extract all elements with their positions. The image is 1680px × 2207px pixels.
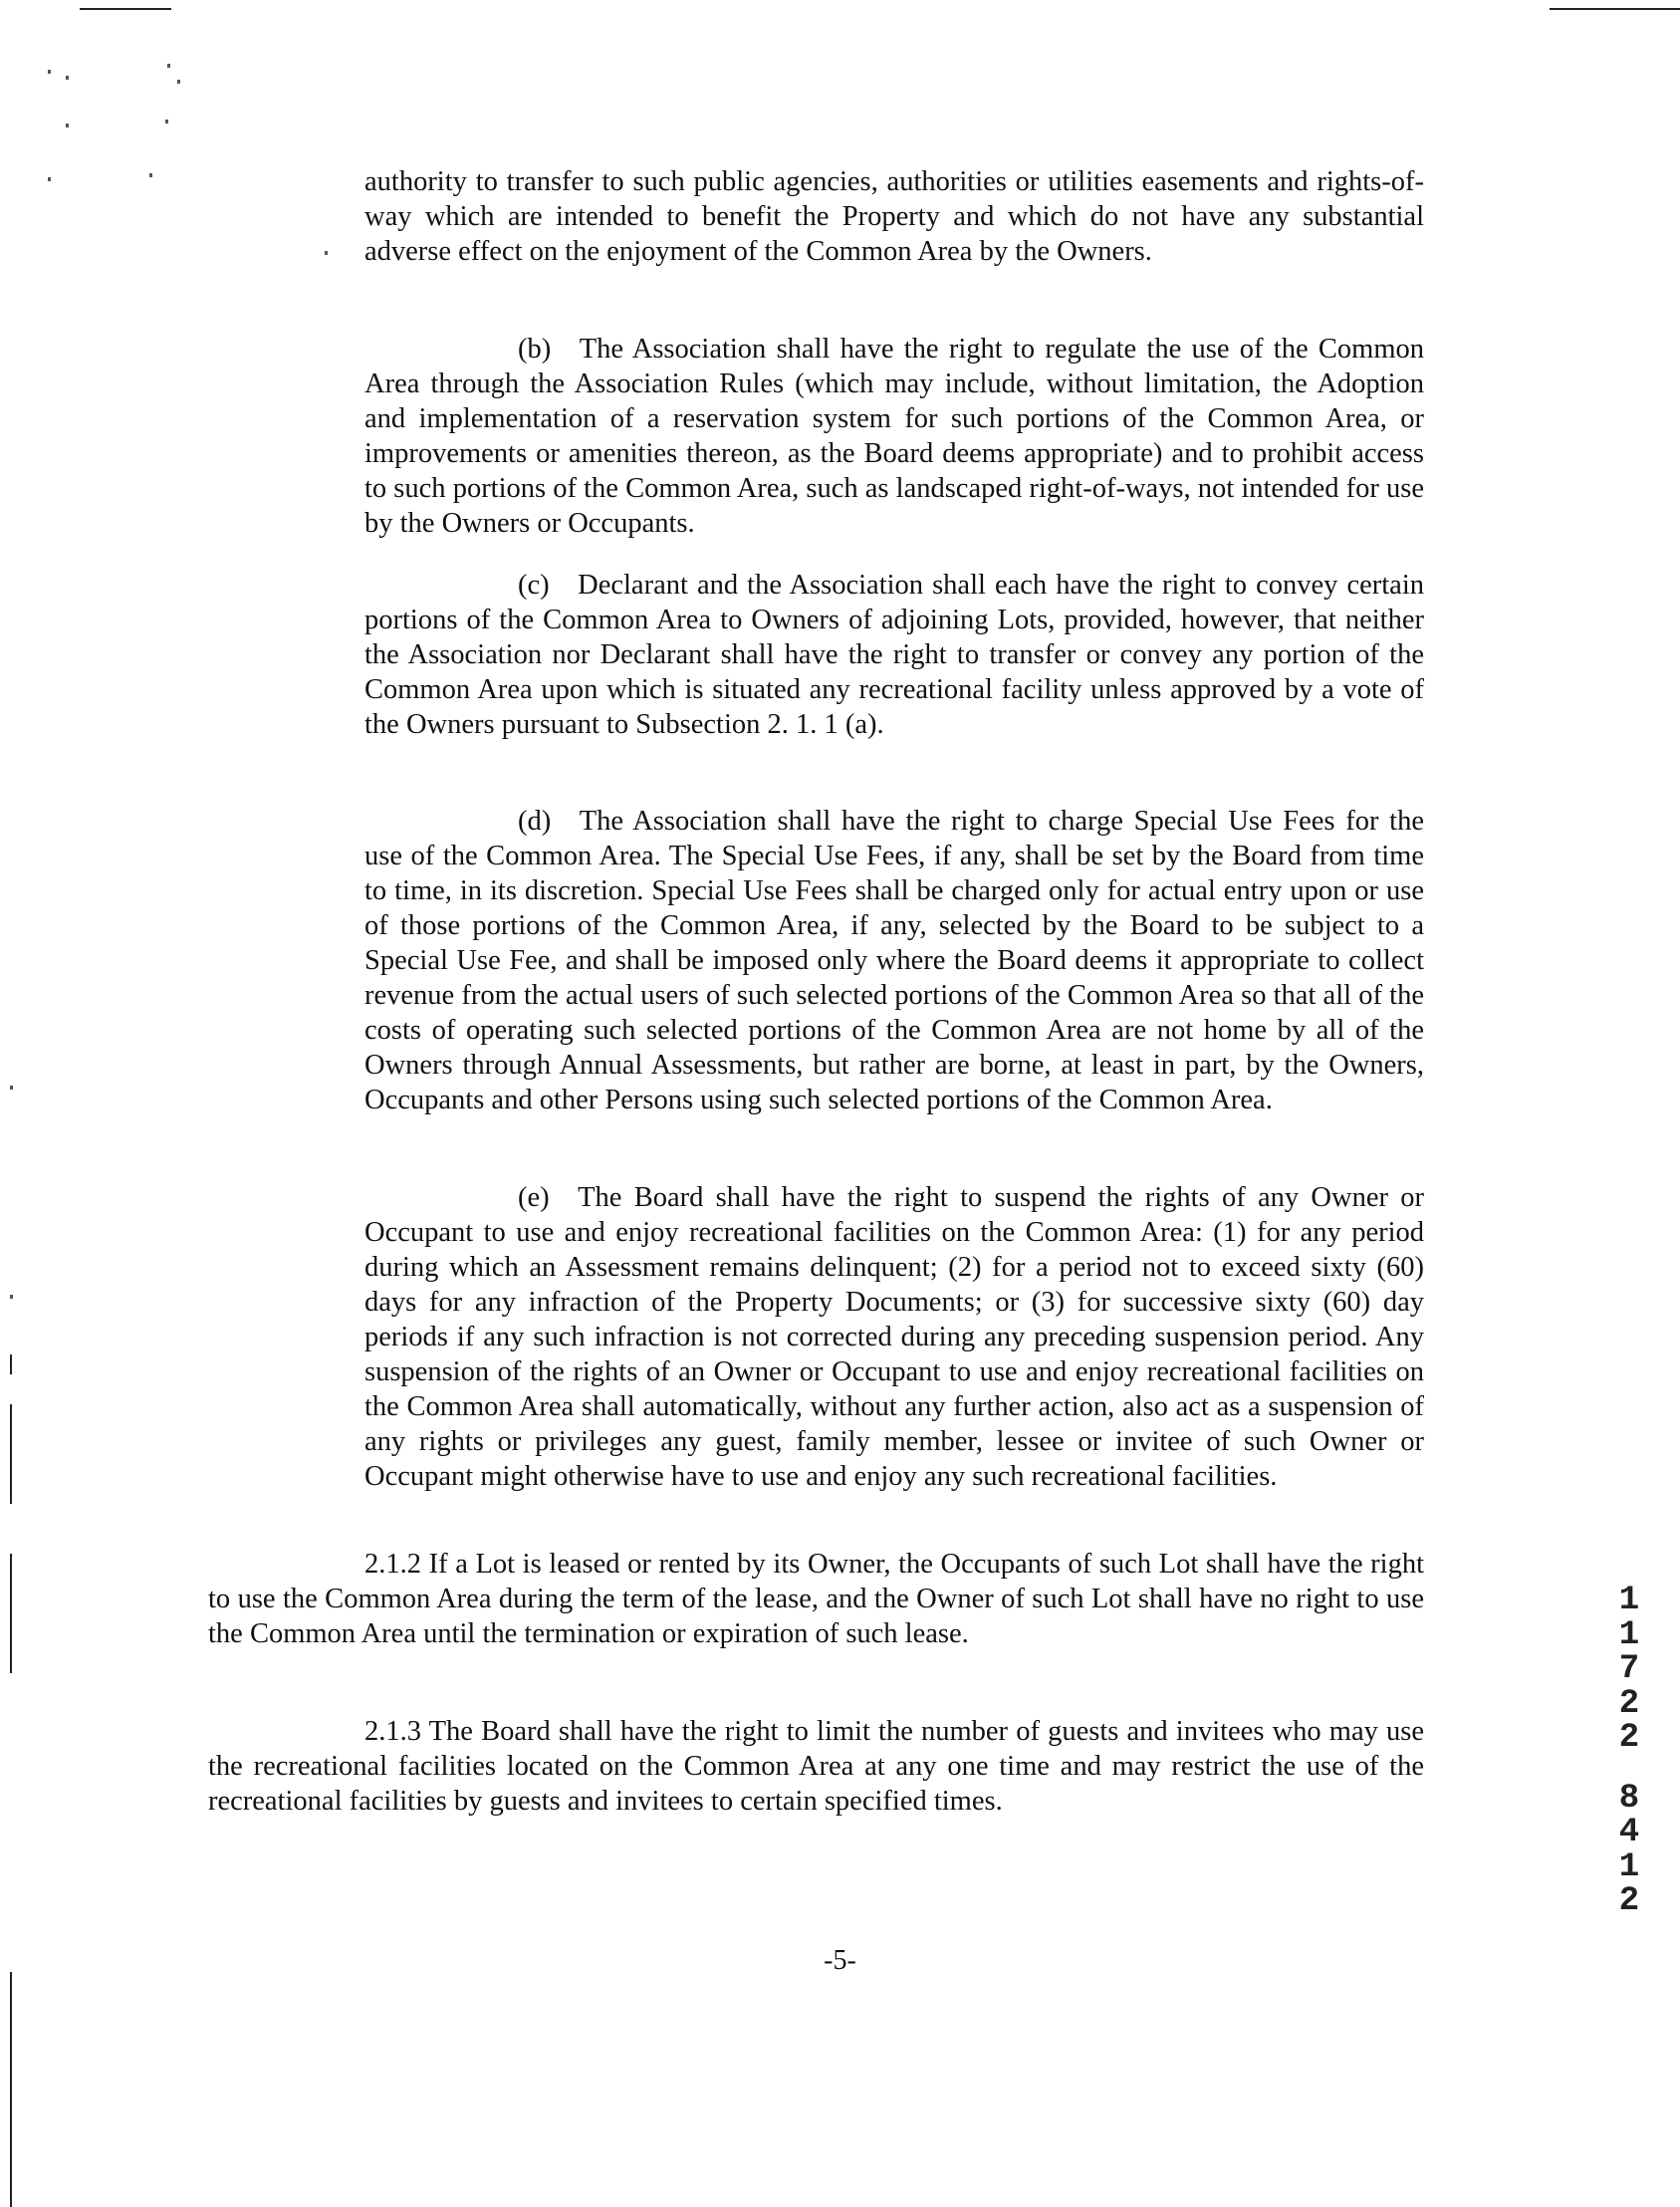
paragraph-e: (e) The Board shall have the right to suspend the rights of any Owner or Occupant to use and enjoy recreational facilities on the Common Area: (1) for any period during which an Assessment remains delinquent; (2) for a period not to exceed sixty (60) days for any infraction of the Property Documents; or (3) for successive sixty (60) day periods if any such infraction is not corrected during any preceding suspension period. Any suspension of the rights of an Owner or Occupant to use and enjoy recreational facilities on the Common Area shall automatically, without any further action, also act as a suspension of any rights or privileges any guest, family member, lessee or invitee of such Owner or Occupant might otherwise have to use and enjoy any such recreational facilities. — [364, 1182, 1424, 1492]
scan-top-right-line — [1550, 8, 1680, 10]
scan-speck — [48, 177, 51, 181]
scan-speck — [10, 1086, 13, 1090]
subsection-2-1-2: 2.1.2 If a Lot is leased or rented by its Owner, the Occupants of such Lot shall have the right to use the Common Area during the term of the lease, and the Owner of such Lot shall have no right to use the Common Area until the termination or expiration of such lease. — [208, 1549, 1424, 1649]
stamp-digit: 4 — [1618, 1814, 1640, 1851]
paragraph-b: (b) The Association shall have the right to regulate the use of the Common Area through the Association Rules (which may include, without limitation, the Adoption and implementation of a reservation system for such portions of the Common Area, or improvements or amenities thereon, as the Board deems appropriate) and to prohibit access to such portions of the Common Area, such as landscaped right-of-ways, not intended for use by the Owners or Occupants. — [364, 334, 1424, 539]
scan-speck — [325, 251, 328, 255]
stamp-digit: 8 — [1618, 1779, 1640, 1818]
scan-left-margin-mark — [10, 1972, 12, 2207]
stamp-digit: 1 — [1618, 1582, 1640, 1619]
scan-speck — [10, 1295, 13, 1299]
stamp-digit: 7 — [1618, 1650, 1640, 1688]
scan-speck — [48, 70, 51, 74]
scan-speck — [177, 80, 180, 84]
scan-top-left-line — [80, 8, 171, 10]
stamp-digit: 1 — [1618, 1615, 1640, 1654]
recording-stamp — [1609, 1584, 1649, 1919]
stamp-digit: 2 — [1618, 1882, 1640, 1920]
scan-left-margin-mark — [10, 1554, 12, 1673]
scan-speck — [167, 64, 170, 68]
scan-speck — [66, 123, 69, 127]
stamp-digit: 1 — [1618, 1847, 1640, 1886]
scan-speck — [66, 76, 69, 80]
scan-left-margin-mark — [10, 1354, 12, 1374]
scan-left-margin-mark — [10, 1404, 12, 1504]
subsection-2-1-3: 2.1.3 The Board shall have the right to limit the number of guests and invitees who may use the recreational facilities located on the Common Area at any one time and may restrict the use of the recreational facilities by guests and invitees to certain specified times. — [208, 1716, 1424, 1817]
paragraph-a-continuation: authority to transfer to such public agencies, authorities or utilities easements and rights-of-way which are intended to benefit the Property and which do not have any substantial adverse effect on the enjoyment of the Common Area by the Owners. — [364, 166, 1424, 267]
paragraph-c: (c) Declarant and the Association shall each have the right to convey certain portions of the Common Area to Owners of adjoining Lots, provided, however, that neither the Association nor Declarant shall have the right to transfer or convey any portion of the Common Area upon which is situated any recreational facility unless approved by a vote of the Owners pursuant to Subsection 2. 1. 1 (a). — [364, 570, 1424, 740]
scan-speck — [149, 173, 152, 177]
stamp-digit: 2 — [1618, 1684, 1640, 1723]
page-number: -5- — [824, 1945, 856, 1976]
stamp-digit: 2 — [1618, 1719, 1640, 1757]
scan-speck — [165, 120, 168, 123]
paragraph-d: (d) The Association shall have the right to charge Special Use Fees for the use of the Common Area. The Special Use Fees, if any, shall be set by the Board from time to time, in its discretion. Special Use Fees shall be charged only for actual entry upon or use of those portions of the Common Area, if any, selected by the Board to be subject to a Special Use Fee, and shall be imposed only where the Board deems it appropriate to collect revenue from the actual users of such selected portions of the Common Area so that all of the costs of operating such selected portions of the Common Area are not home by all of the Owners through Annual Assessments, but rather are borne, at least in part, by the Owners, Occupants and other Persons using such selected portions of the Common Area. — [364, 806, 1424, 1115]
